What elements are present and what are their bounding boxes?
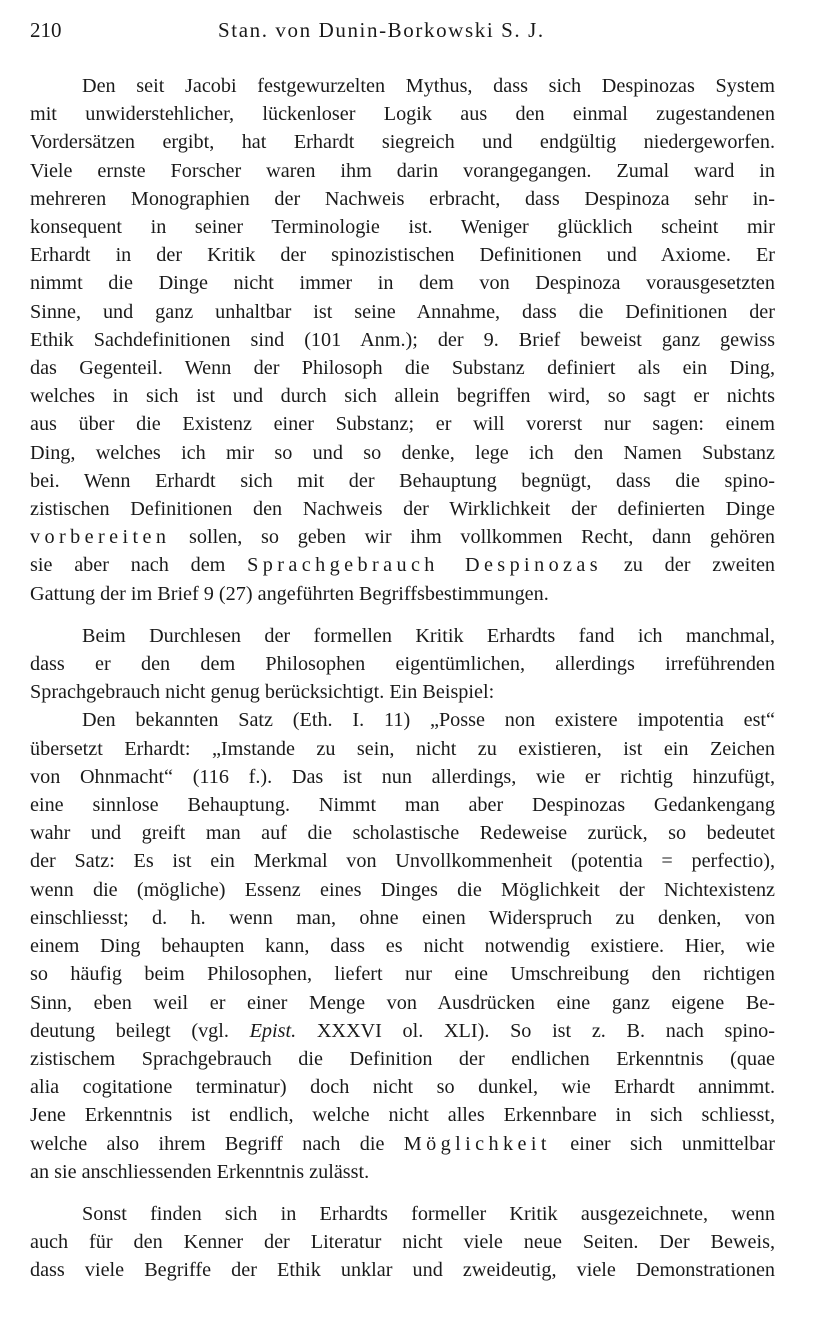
spaced-emphasis: vorbereiten <box>30 526 171 549</box>
text-line: Ethik Sachdefinitionen sind (101 Anm.); der 9. Brief beweist ganz gewiss <box>30 328 775 351</box>
text-line: eine sinnlose Behauptung. Nimmt man aber Despinozas Gedankengang <box>30 794 775 817</box>
text-line: Den seit Jacobi festgewurzelten Mythus, dass sich Despinozas System <box>82 75 775 97</box>
text-line: auch für den Kenner der Literatur nicht viele neue Seiten. Der Beweis, <box>30 1231 775 1254</box>
text-line: dass viele Begriffe der Ethik unklar und zweideutig, viele Demonstrationen <box>30 1259 775 1282</box>
text-run: zu der zweiten <box>602 554 775 577</box>
paragraph-3 <box>30 706 775 1185</box>
text-line: übersetzt Erhardt: „Imstande zu sein, nicht zu existieren, ist ein Zeichen <box>30 737 775 760</box>
text-line: zistischem Sprachgebrauch die Definition der endlichen Erkenntnis (quae <box>30 1047 775 1070</box>
paragraph-4 <box>30 1200 775 1285</box>
text-line: Sinn, eben weil er einer Menge von Ausdrücken eine ganz eigene Be- <box>30 991 775 1014</box>
text-line <box>30 1130 775 1158</box>
text-line: von Ohnmacht“ (116 f.). Das ist nun allerdings, wie er richtig hinzufügt, <box>30 765 775 788</box>
page-header <box>30 18 790 50</box>
text-line: Beim Durchlesen der formellen Kritik Erhardts fand ich manchmal, <box>82 624 775 647</box>
body-text <box>30 72 775 1285</box>
text-line: Gattung der im Brief 9 (27) angeführten Begriffsbestimmungen. <box>30 582 549 605</box>
text-line: dass er den dem Philosophen eigentümlichen, allerdings irreführenden <box>30 653 775 676</box>
text-line <box>30 523 775 551</box>
text-line: so häufig beim Philosophen, liefert nur eine Umschreibung den richtigen <box>30 963 775 986</box>
text-line: Sinne, und ganz unhaltbar ist seine Annahme, dass die Definitionen der <box>30 300 775 323</box>
text-line: bei. Wenn Erhardt sich mit der Behauptung begnügt, dass die spino- <box>30 469 775 492</box>
text-run: einer sich unmittelbar <box>550 1132 775 1155</box>
text-run: XXXVI ol. XLI). So ist z. B. nach spino- <box>296 1019 775 1042</box>
text-line: wahr und greift man auf die scholastische Redeweise zurück, so bedeutet <box>30 822 775 845</box>
text-line: einem Ding behaupten kann, dass es nicht notwendig existiere. Hier, wie <box>30 935 775 958</box>
text-line: Sonst finden sich in Erhardts formeller Kritik ausgezeichnete, wenn <box>82 1202 775 1225</box>
text-line: nimmt die Dinge nicht immer in dem von Despinoza vorausgesetzten <box>30 272 775 295</box>
text-line: Erhardt in der Kritik der spinozistischen Definitionen und Axiome. Er <box>30 244 775 267</box>
text-line: zistischen Definitionen den Nachweis der Wirklichkeit der definierten Dinge <box>30 498 775 521</box>
text-line: Den bekannten Satz (Eth. I. 11) „Posse non existere impotentia est“ <box>82 709 775 732</box>
text-line: Vordersätzen ergibt, hat Erhardt siegreich und endgültig niedergeworfen. <box>30 131 775 154</box>
spaced-emphasis: Sprachgebrauch Despinozas <box>247 554 603 577</box>
running-head: Stan. von Dunin-Borkowski S. J. <box>218 18 545 42</box>
text-line: aus über die Existenz einer Substanz; er will vorerst nur sagen: einem <box>30 413 775 436</box>
text-line: Ding, welches ich mir so und so denke, lege ich den Namen Substanz <box>30 441 775 464</box>
text-line: der Satz: Es ist ein Merkmal von Unvollkommenheit (potentia = perfectio), <box>30 850 775 873</box>
text-line: das Gegenteil. Wenn der Philosoph die Substanz definiert als ein Ding, <box>30 357 775 380</box>
text-line: einschliesst; d. h. wenn man, ohne einen Widerspruch zu denken, von <box>30 906 775 929</box>
text-line: konsequent in seiner Terminologie ist. Weniger glücklich scheint mir <box>30 216 775 239</box>
text-run: deutung beilegt (vgl. <box>30 1019 250 1042</box>
text-line: welches in sich ist und durch sich allein begriffen wird, so sagt er nichts <box>30 385 775 408</box>
text-line: Jene Erkenntnis ist endlich, welche nicht alles Erkennbare in sich schliesst, <box>30 1104 775 1127</box>
page-number: 210 <box>30 18 62 42</box>
text-run: sollen, so geben wir ihm vollkommen Recht, dann gehören <box>170 526 775 549</box>
text-line: mit unwiderstehlicher, lückenloser Logik aus den einmal zugestandenen <box>30 103 775 126</box>
spaced-emphasis: Möglichkeit <box>403 1132 551 1155</box>
text-line <box>30 1017 775 1045</box>
text-line: an sie anschliessenden Erkenntnis zulässt. <box>30 1160 370 1183</box>
text-line: Sprachgebrauch nicht genug berücksichtigt. Ein Beispiel: <box>30 681 495 704</box>
text-line: wenn die (mögliche) Essenz eines Dinges die Möglichkeit der Nichtexistenz <box>30 878 775 901</box>
paragraph-1 <box>30 72 775 608</box>
text-line: Viele ernste Forscher waren ihm darin vorangegangen. Zumal ward in <box>30 159 775 182</box>
italic-citation: Epist. <box>249 1019 297 1042</box>
paragraph-2 <box>30 622 775 707</box>
text-line <box>30 551 775 579</box>
text-run: sie aber nach dem <box>30 554 248 577</box>
text-line: alia cogitatione terminatur) doch nicht so dunkel, wie Erhardt annimmt. <box>30 1076 775 1099</box>
text-line: mehreren Monographien der Nachweis erbracht, dass Despinoza sehr in- <box>30 187 775 210</box>
text-run: welche also ihrem Begriff nach die <box>30 1132 404 1155</box>
